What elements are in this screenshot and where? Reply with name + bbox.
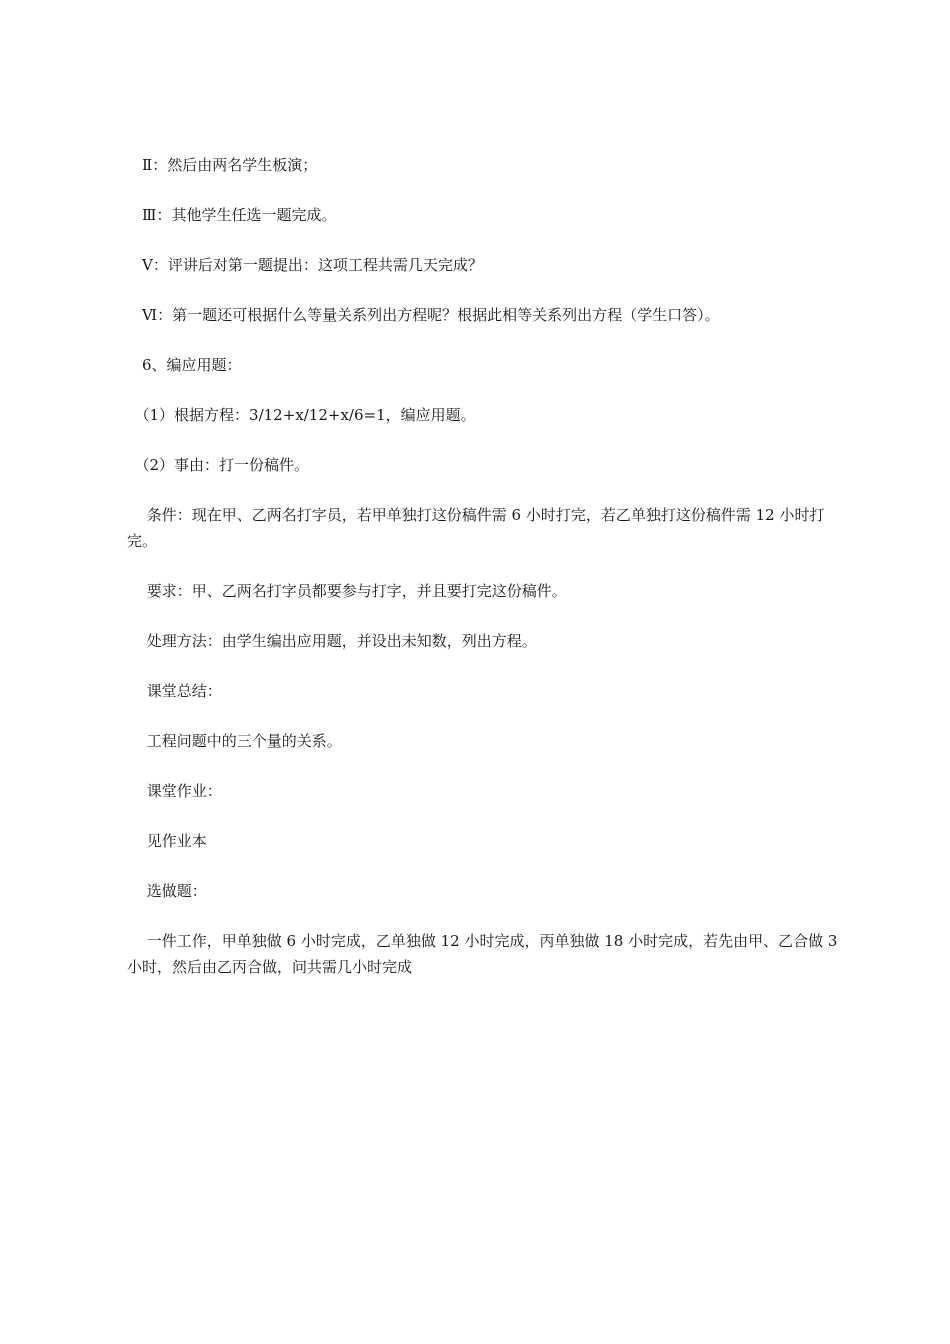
paragraph-conditions: 条件：现在甲、乙两名打字员，若甲单独打这份稿件需 6 小时打完，若乙单独打这份稿件需 12 小时打完。 bbox=[127, 506, 825, 550]
heading-optional-problem: 选做题： bbox=[127, 882, 207, 900]
paragraph-step-5: Ⅴ：评讲后对第一题提出：这项工程共需几天完成？ bbox=[127, 256, 483, 274]
paragraph-step-6: Ⅵ：第一题还可根据什么等量关系列出方程呢？根据此相等关系列出方程（学生口答）。 bbox=[127, 306, 720, 324]
paragraph-item-1: （1）根据方程：3/12+x/12+x/6=1，编应用题。 bbox=[127, 406, 476, 424]
paragraph-item-2: （2）事由：打一份稿件。 bbox=[127, 456, 310, 474]
heading-homework: 课堂作业： bbox=[127, 782, 222, 800]
paragraph-section-6: 6、编应用题： bbox=[127, 356, 242, 374]
heading-class-summary: 课堂总结： bbox=[127, 682, 222, 700]
paragraph-optional-problem: 一件工作，甲单独做 6 小时完成，乙单独做 12 小时完成，丙单独做 18 小时完成，若先由甲、乙合做 3 小时，然后由乙丙合做，问共需几小时完成 bbox=[127, 932, 838, 976]
document-body bbox=[127, 152, 839, 980]
paragraph-summary: 工程问题中的三个量的关系。 bbox=[127, 732, 342, 750]
paragraph-requirements: 要求：甲、乙两名打字员都要参与打字，并且要打完这份稿件。 bbox=[127, 582, 567, 600]
paragraph-homework: 见作业本 bbox=[127, 832, 207, 850]
paragraph-step-2: Ⅱ：然后由两名学生板演； bbox=[127, 156, 318, 174]
paragraph-step-3: Ⅲ：其他学生任选一题完成。 bbox=[127, 206, 337, 224]
paragraph-method: 处理方法：由学生编出应用题，并设出未知数，列出方程。 bbox=[127, 632, 537, 650]
